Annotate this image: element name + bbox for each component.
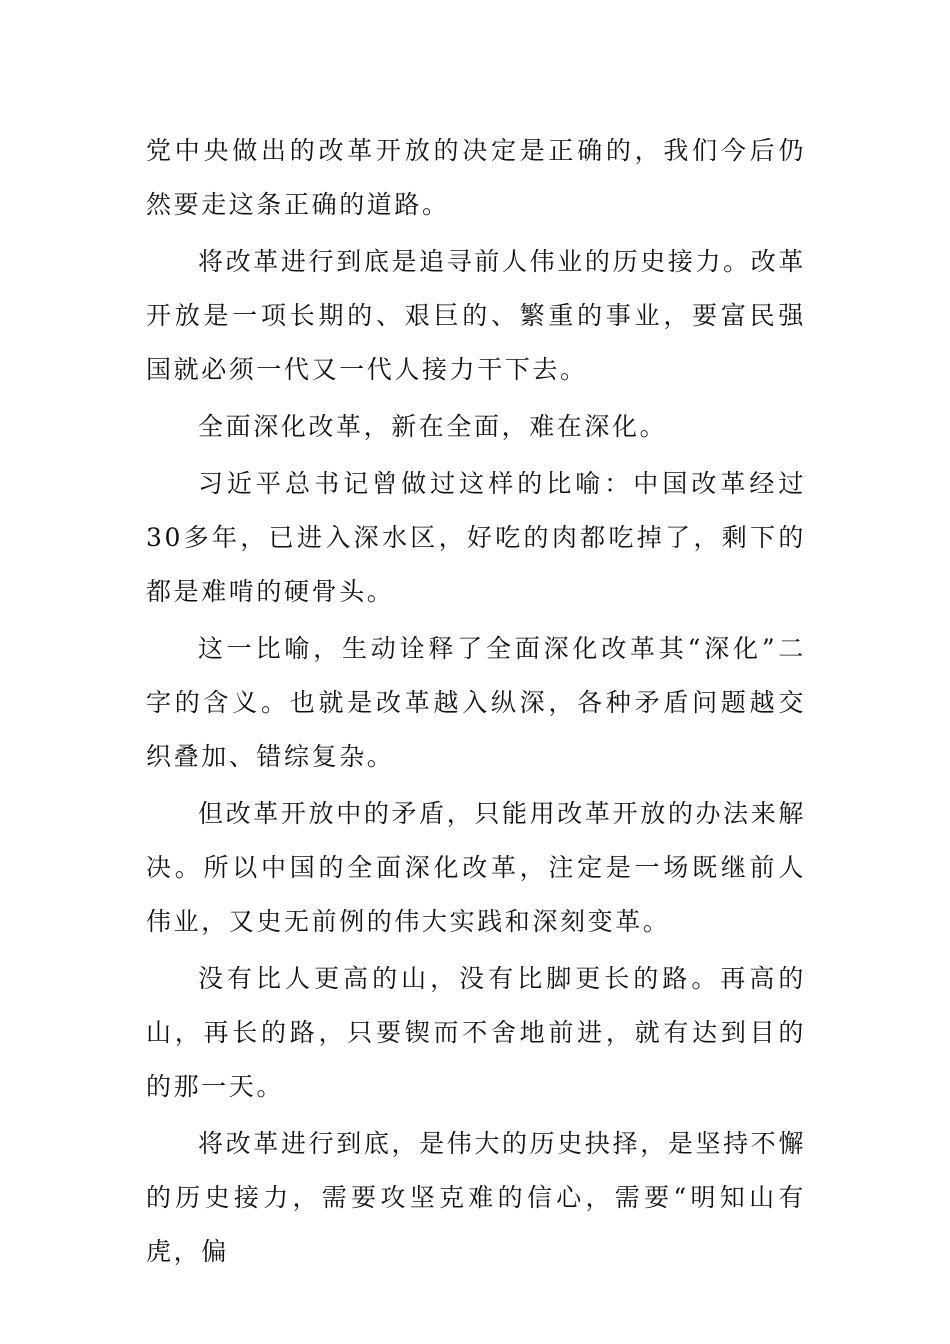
paragraph-4: 习近平总书记曾做过这样的比喻：中国改革经过30多年，已进入深水区，好吃的肉都吃掉了，剩下的都是难啃的硬骨头。 (146, 469, 806, 606)
paragraph-5: 这一比喻，生动诠释了全面深化改革其“深化”二字的含义。也就是改革越入纵深，各种矛盾问题越交织叠加、错综复杂。 (146, 634, 806, 771)
paragraph-6: 但改革开放中的矛盾，只能用改革开放的办法来解决。所以中国的全面深化改革，注定是一场既继前人伟业，又史无前例的伟大实践和深刻变革。 (146, 799, 806, 936)
document-body (146, 124, 806, 1282)
paragraph-7: 没有比人更高的山，没有比脚更长的路。再高的山，再长的路，只要锲而不舍地前进，就有达到目的的那一天。 (146, 964, 806, 1101)
paragraph-1: 党中央做出的改革开放的决定是正确的，我们今后仍然要走这条正确的道路。 (146, 136, 806, 219)
paragraph-2: 将改革进行到底是追寻前人伟业的历史接力。改革开放是一项长期的、艰巨的、繁重的事业，要富民强国就必须一代又一代人接力干下去。 (146, 247, 806, 384)
paragraph-8: 将改革进行到底，是伟大的历史抉择，是坚持不懈的历史接力，需要攻坚克难的信心，需要“明知山有虎，偏 (146, 1129, 806, 1266)
paragraph-3: 全面深化改革，新在全面，难在深化。 (198, 412, 668, 441)
